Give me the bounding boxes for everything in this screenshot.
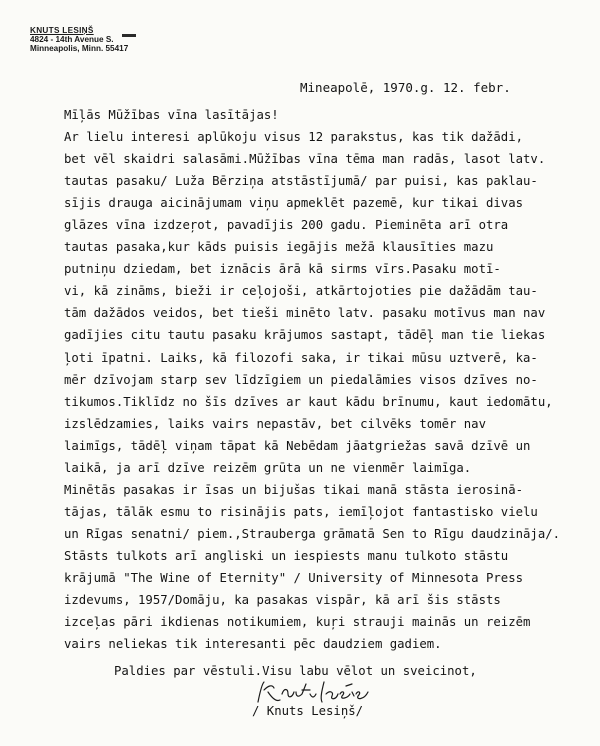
letterhead-address: 4824 - 14th Avenue S. [30, 35, 114, 44]
body-line: izdevums, 1957/Domāju, ka pasakas vispār, kā arī šis stāsts [64, 593, 501, 608]
body-line: Mīļās Mūžības vīna lasītājas! [64, 108, 279, 122]
closing-line: Paldies par vēstuli.Visu labu vēlot un sveicinot, [114, 664, 477, 678]
letter-body [64, 104, 584, 655]
ink-mark [122, 34, 136, 37]
body-line: Ar lielu interesi aplūkoju visus 12 parakstus, kas tik dažādi, [64, 130, 524, 145]
body-line: vi, kā zināms, bieži ir ceļojoši, atkārtojoties pie dažādām tau- [64, 284, 538, 299]
body-line: ļoti īpatni. Laiks, kā filozofi saka, ir tikai mūsu uztverē, ka- [64, 350, 538, 365]
body-line: Stāsts tulkots arī angliski un iespiests manu tulkoto stāstu [64, 548, 509, 563]
body-line: glāzes vīna izdzeŗot, pavadījis 200 gadu. Pieminēta arī otra [64, 218, 509, 233]
body-line: vairs neliekas tik interesanti pēc daudziem gadiem. [64, 637, 442, 652]
body-line: tautas pasaku/ Luža Bērziņa atstāstījumā/ par puisi, kas paklau- [64, 174, 538, 189]
body-line: laikā, ja arī dzīve reizēm grūta un ne vienmēr laimīga. [64, 460, 472, 475]
body-line: putniņu dziedam, bet iznācis ārā kā sirms vīrs.Pasaku motī- [64, 262, 501, 277]
body-line: un Rīgas senatni/ piem.,Strauberga grāmatā Sen to Rīgu daudzināja/. [64, 526, 561, 541]
body-line: sījis drauga aicinājumam viņu apmeklēt pazemē, kur tikai divas [64, 196, 524, 211]
body-line: tautas pasaka,kur kāds puisis iegājis mežā klausīties mazu [64, 240, 494, 255]
signed-name: / Knuts Lesiņš/ [252, 704, 364, 718]
body-line: Minētās pasakas ir īsas un bijušas tikai manā stāsta ierosinā- [64, 482, 524, 497]
body-line: tikumos.Tiklīdz no šīs dzīves ar kaut kādu brīnumu, kaut iedomātu, [64, 394, 553, 409]
body-line: izceļas pāri ikdienas notikumiem, kuŗi strauji mainās un reizēm [64, 615, 531, 630]
body-line: gadījies citu tautu pasaku krājumos sastapt, tādēļ man tie liekas [64, 328, 546, 343]
body-line: tājas, tālāk esmu to risinājis pats, iemīļojot fantastisko vielu [64, 504, 538, 519]
letterhead-name: KNUTS LESIŅŠ [30, 26, 94, 35]
body-line: bet vēl skaidri salasāmi.Mūžības vīna tēma man radās, lasot latv. [64, 152, 546, 167]
letterhead-stamp [30, 26, 128, 53]
body-line: izslēdzamies, laiks vairs nepastāv, bet cilvēks tomēr nav [64, 416, 486, 431]
body-line: krājumā "The Wine of Eternity" / University of Minnesota Press [64, 570, 524, 585]
letterhead-city: Minneapolis, Minn. 55417 [30, 44, 129, 53]
body-line: laimīgs, tādēļ viņam tāpat kā Nebēdam jāatgriežas savā dzīvē un [64, 438, 531, 453]
body-line: mēr dzīvojam starp sev līdzīgiem un piedalāmies visos dzīves no- [64, 372, 538, 387]
body-line: tām dažādos veidos, bet tieši minēto latv. pasaku motīvus man nav [64, 306, 546, 321]
date-line: Mineapolē, 1970.g. 12. febr. [300, 80, 511, 95]
